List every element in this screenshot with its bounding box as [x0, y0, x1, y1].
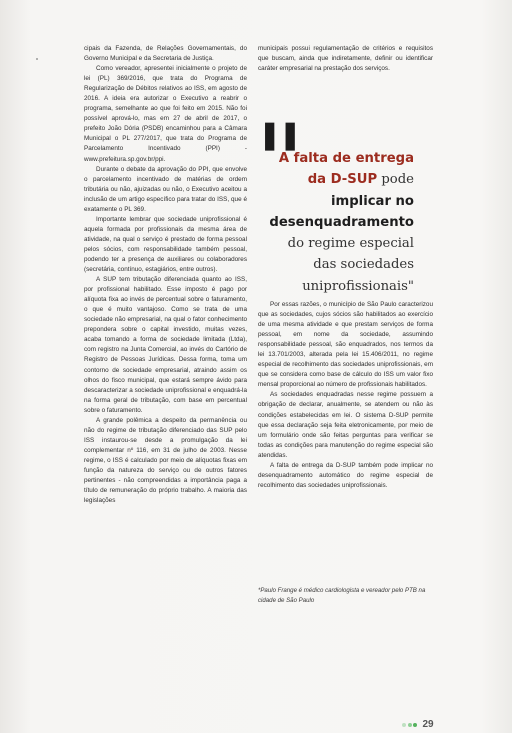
paragraph: A SUP tem tributação diferenciada quanto ao ISS, por profissional habilitado. Esse imposto é pago por alíquota fixa ao invés de percentual sobre o faturamento, o que é muito vantajoso. Como se trata de uma sociedade não empresarial, na qual o fator conhecimento prepondera sobre o capital investido, muitas vezes, acaba tomando a forma de sociedade limitada (Ltda), com registro na Junta Comercial, ao invés do Cartório de Registro de Pessoas Jurídicas. Dessa forma, toma um contorno de sociedade empresarial, atraindo assim os olhos do fisco municipal, que estará sempre ávido para descaracterizar a sociedade uniprofissional e enquadrá-la na forma geral de tributação, com base em percentual sobre o faturamento.	[84, 276, 247, 414]
paragraph: Durante o debate da aprovação do PPI, que envolve o parcelamento incentivado de matérias de ordem tributária ou não, ajuizadas ou não, o Executivo aceitou a inclusão de um artigo específico para tratar do ISS, que é exatamente o PL 369.	[84, 165, 247, 213]
paragraph: As sociedades enquadradas nesse regime possuem a obrigação de declarar, anualmente, se atendem ou não às condições estabelecidas em lei. O sistema D-SUP permite que essa declaração seja feita eletronicamente, por meio de um formulário onde são feitas perguntas para verificar se todas as condições para manutenção do regime especial são atendidas.	[258, 391, 433, 459]
author-footnote: *Paulo Frange é médico cardiologista e vereador pelo PTB na cidade de São Paulo	[258, 587, 426, 604]
paragraph: municipais possui regulamentação de critérios e requisitos que buscam, ainda que indiretamente, definir ou identificar caráter empresarial na prestação dos serviços.	[258, 45, 433, 73]
pull-quote	[262, 148, 414, 297]
page-number: 29	[422, 719, 434, 730]
folio-dot-icon	[413, 723, 417, 727]
paragraph: A grande polêmica a despeito da permanência ou não do regime de tributação diferenciado das SUP pelo ISS instaurou-se desde a promulgação da lei complementar nº 116, em 31 de julho de 2003. Nesse regime, o ISS é calculado por meio de alíquotas fixas em função da natureza do serviço ou de outros fatores pertinentes - não compreendidas a importância paga a título de remuneração do próprio trabalho. A maioria das legislações	[84, 416, 247, 505]
paragraph: cipais da Fazenda, de Relações Governamentais, do Governo Municipal e da Secretaria de Justiça.	[84, 45, 247, 63]
page-folio	[402, 719, 434, 730]
article-right-column-top	[258, 44, 433, 74]
pull-quote-closing-mark: "	[407, 278, 414, 294]
pull-quote-text: pode	[381, 172, 414, 188]
article-right-column-bottom	[258, 300, 433, 491]
pull-quote-text: do regime especial das sociedades uniprofissionais	[287, 236, 414, 294]
paragraph: Por essas razões, o município de São Paulo caracterizou que as sociedades, cujos sócios são habilitados ao exercício de uma mesma atividade e que prestam serviços de forma pessoal, em nome da sociedade, assumindo responsabilidade pessoal, são enquadrados, nos termos da lei 13.701/2003, alterada pela lei 15.406/2011, no regime especial de recolhimento das sociedades uniprofissionais, em que se considera como base de cálculo do ISS um valor fixo mensal proporcional ao número de profissionais habilitados.	[258, 301, 433, 389]
article-left-column	[84, 44, 247, 506]
pull-quote-bold: implicar no desenquadramento	[269, 193, 414, 230]
pull-quote-accent: A falta de entrega da D-SUP	[278, 151, 414, 188]
folio-dot-icon	[402, 723, 406, 727]
paragraph: Como vereador, apresentei inicialmente o projeto de lei (PL) 369/2016, que trata do Programa de Regularização de Débitos relativos ao ISS, em agosto de 2016. A ideia era autorizar o Executivo a reabrir o programa, semelhante ao que foi feito em 2015. Não foi possível aprová-lo, mas em 27 de abril de 2017, o prefeito João Dória (PSDB) encaminhou para a Câmara Municipal o PL 277/2017, que trata do Programa de Parcelamento Incentivado (PPI) - www.prefeitura.sp.gov.br/ppi.	[84, 65, 247, 163]
paragraph: Importante lembrar que sociedade uniprofissional é aquela formada por profissionais da mesma área de atividade, na qual o serviço é prestado de forma pessoal pelos sócios, com responsabilidade também pessoal, podendo ter a presença de auxiliares ou colaboradores (secretária, contínuo, estagiários, entre outros).	[84, 215, 247, 274]
print-speck	[36, 58, 38, 60]
folio-dot-icon	[408, 723, 412, 727]
paragraph: A falta de entrega da D-SUP também pode implicar no desenquadramento automático do regime especial de recolhimento das sociedades uniprofissionais.	[258, 461, 433, 489]
quote-mark-icon: ❚❚	[258, 118, 299, 151]
